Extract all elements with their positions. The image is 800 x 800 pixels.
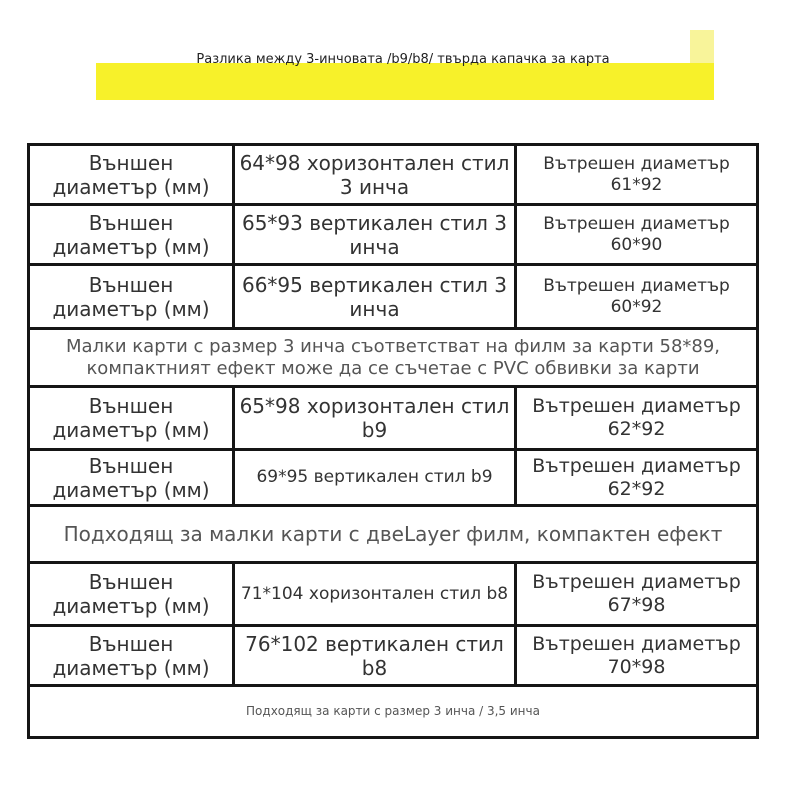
note-row <box>29 329 758 387</box>
outer-diameter-label: Външен диаметър (мм) <box>29 387 234 450</box>
inner-diameter: Вътрешен диаметър 62*92 <box>516 387 758 450</box>
size-comparison-table <box>27 143 759 739</box>
cover-size-style: 64*98 хоризонтален стил 3 инча <box>234 145 516 205</box>
note-row <box>29 506 758 563</box>
table-row <box>29 563 758 626</box>
cover-size-style: 66*95 вертикален стил 3 инча <box>234 265 516 329</box>
inner-diameter: Вътрешен диаметър 62*92 <box>516 450 758 506</box>
table-row <box>29 265 758 329</box>
note-row <box>29 686 758 738</box>
note-text: Подходящ за малки карти с двеLayer филм, компактен ефект <box>29 506 758 563</box>
table-row <box>29 387 758 450</box>
outer-diameter-label: Външен диаметър (мм) <box>29 205 234 265</box>
inner-diameter: Вътрешен диаметър 60*90 <box>516 205 758 265</box>
table-row <box>29 145 758 205</box>
table-row <box>29 626 758 686</box>
inner-diameter: Вътрешен диаметър 60*92 <box>516 265 758 329</box>
outer-diameter-label: Външен диаметър (мм) <box>29 450 234 506</box>
note-text: Подходящ за карти с размер 3 инча / 3,5 инча <box>29 686 758 738</box>
outer-diameter-label: Външен диаметър (мм) <box>29 626 234 686</box>
outer-diameter-label: Външен диаметър (мм) <box>29 563 234 626</box>
cover-size-style: 65*98 хоризонтален стил b9 <box>234 387 516 450</box>
table-row <box>29 450 758 506</box>
inner-diameter: Вътрешен диаметър 70*98 <box>516 626 758 686</box>
inner-diameter: Вътрешен диаметър 67*98 <box>516 563 758 626</box>
outer-diameter-label: Външен диаметър (мм) <box>29 265 234 329</box>
table-row <box>29 205 758 265</box>
inner-diameter: Вътрешен диаметър 61*92 <box>516 145 758 205</box>
cover-size-style: 69*95 вертикален стил b9 <box>234 450 516 506</box>
cover-size-style: 65*93 вертикален стил 3 инча <box>234 205 516 265</box>
title-highlight <box>96 63 714 100</box>
cover-size-style: 71*104 хоризонтален стил b8 <box>234 563 516 626</box>
page-title: Разлика между 3-инчовата /b9/b8/ твърда капачка за карта <box>196 52 610 67</box>
outer-diameter-label: Външен диаметър (мм) <box>29 145 234 205</box>
note-text: Малки карти с размер 3 инча съответстват на филм за карти 58*89, компактният ефект може да се съчетае с PVC обвивки за карти <box>29 329 758 387</box>
cover-size-style: 76*102 вертикален стил b8 <box>234 626 516 686</box>
